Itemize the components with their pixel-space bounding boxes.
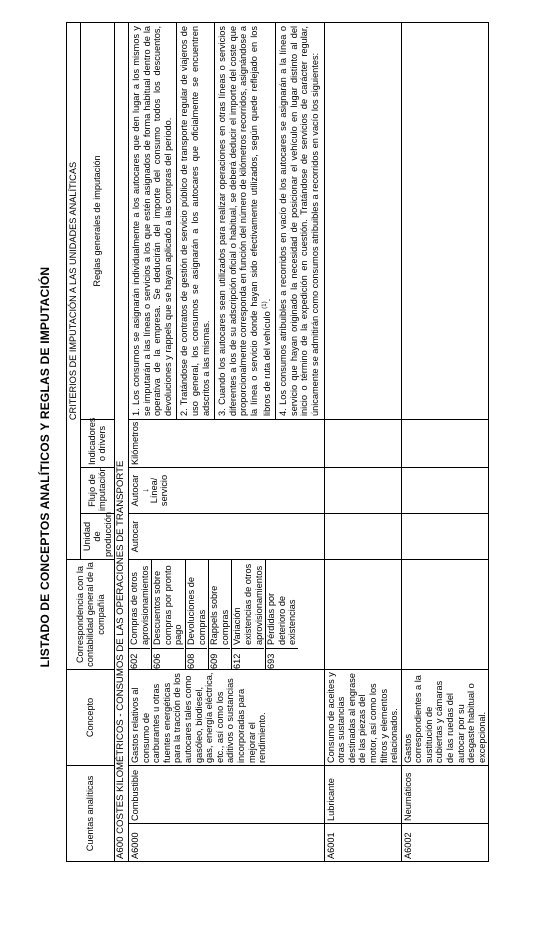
rule-3: 3. Cuando los autocares sean utilizados para realizar operaciones en otras líneas o servicios diferentes a los de su adscripción oficial o habitual, se deberá deducir el importe del coste que proporcionalmente corresponda en función del número de kilómetros recorridos, asignándose a la línea o servicio donde hayan sido efectivamente utilizados, según quede reflejado en los libros de ruta del vehículo $^{(1)}$. [215,23,276,419]
account-name: Neumáticos [401,766,489,824]
imputation-table [66,22,489,862]
flow-to: Línea/ servicio [148,474,170,507]
header-cuentas: Cuentas analíticas [67,766,115,862]
header-reglas: Reglas generales de imputación [80,23,115,420]
imputation-flow-empty [401,468,489,514]
account-entry [232,560,266,669]
rule-4: 4. Los consumos atribuibles a recorridos en vacío de los autocares se asignarán a la línea o servicio que hayan originado la necesidad de posicionar el vehículo en lugar distinto al del inicio o término de la expedición en cuestión. Tratándose de servicios de carácter regular, únicamente se admitirán como consumos atribuibles a recorridos en vacío los siguientes: [278,26,320,416]
imputation-flow [128,468,324,514]
general-accounts-empty [401,560,489,670]
account-description: Variación existencias de otros aprovisionamientos [232,563,264,645]
header-concepto: Concepto [67,670,115,766]
account-number: 602 [129,648,150,669]
account-description: Devoluciones de compras [185,577,207,645]
account-number: 608 [186,648,207,669]
driver-indicator-empty [324,420,401,468]
account-entry [186,560,209,669]
imputation-flow-empty [324,468,401,514]
account-number: 693 [266,648,298,669]
account-code: A6001 [324,824,401,862]
account-description: Pérdidas por deterioro de existencias [266,592,298,645]
arrow-down-icon: ↓ [139,488,150,493]
section-heading: A600 COSTES KILOMÉTRICOS - CONSUMOS DE LAS OPERACIONES DE TRANSPORTE [115,23,129,862]
footnote-marker: (1) [261,301,268,309]
production-unit-empty [324,514,401,560]
rule-1: 1. Los consumos se asignarán individualmente a los autocares que den lugar a los mismos y se imputarán a las líneas o servicios a los que estén asignados de forma habitual dentro de la operativa de la empresa. Se deducirán del importe del consumo todos los descuentos, devoluciones y rappels que se hayan aplicado a las compras del periodo. [129,23,177,419]
account-code: A6000 [128,824,324,862]
account-description: Rappels sobre compras [209,585,230,645]
driver-indicator-empty [401,420,489,468]
production-unit: Autocar [128,514,324,560]
header-correspondencia: Correspondencia con la contabilidad general de la compañía [67,560,115,670]
header-flujo: Flujo de imputación [80,468,115,514]
header-indicadores: Indicadores o drivers [80,420,115,468]
account-concept: Consumo de aceites y otras sustancias destinadas al engrase de las piezas del motor, así como los filtros y elementos relacionados. [324,670,401,766]
account-concept: Gastos relativos al consumo de carburantes u otras fuentes energéticas para la tracción de los autocares tales como gasóleo, biodiesel, gas, energía eléctrica, etc., así como los aditivos o sustancias incorporadas para mejorar el rendimiento. [128,670,324,766]
imputation-rules-empty [401,23,489,420]
account-number: 612 [232,648,264,669]
table-row [128,23,324,862]
account-name: Lubricante [324,766,401,824]
production-unit-empty [401,514,489,560]
general-accounts [128,560,324,670]
imputation-rules-empty [324,23,401,420]
account-name: Combustible [128,766,324,824]
account-description: Compras de otros aprovisionamientos [128,565,150,645]
account-number: 606 [152,648,184,669]
document-title: LISTADO DE CONCEPTOS ANALÍTICOS Y REGLAS DE IMPUTACIÓN [38,266,52,668]
account-entry [152,560,186,669]
rule-2: 2. Tratándose de contratos de gestión de servicio público de transporte regular de viajeros de uso general, los consumos se asignarán a los autocares que oficialmente se encuentren adscritos a las mismas. [177,23,215,419]
account-entry [266,560,299,669]
flow-from: Autocar [129,474,140,507]
account-entry [129,560,152,669]
general-accounts-empty [324,560,401,670]
imputation-rules [128,23,324,420]
header-unidad: Unidad de producción [80,514,115,560]
table-row [401,23,489,862]
account-description: Descuentos sobre compras por pronto pago [152,565,184,645]
account-concept: Gastos correspondientes a la sustitución de cubiertas y cámaras de las ruedas del autocar por su desgaste habitual o excepcional. [401,670,489,766]
driver-indicator: Kilómetros [128,420,324,468]
account-number: 609 [209,648,230,669]
account-code: A6002 [401,824,489,862]
rule-3-text: 3. Cuando los autocares sean utilizados para realizar operaciones en otras líneas o servicios diferentes a los de su adscripción oficial o habitual, se deberá deducir el importe del coste que proporcionalmente corresponda en función del número de kilómetros recorridos, asignándose a la línea o servicio donde hayan sido efectivamente utilizados, según quede reflejado en los libros de ruta del vehículo [217,26,272,416]
table-row [324,23,401,862]
header-criterios: CRITERIOS DE IMPUTACIÓN A LAS UNIDADES ANALÍTICAS [67,23,81,560]
account-entry [209,560,232,669]
